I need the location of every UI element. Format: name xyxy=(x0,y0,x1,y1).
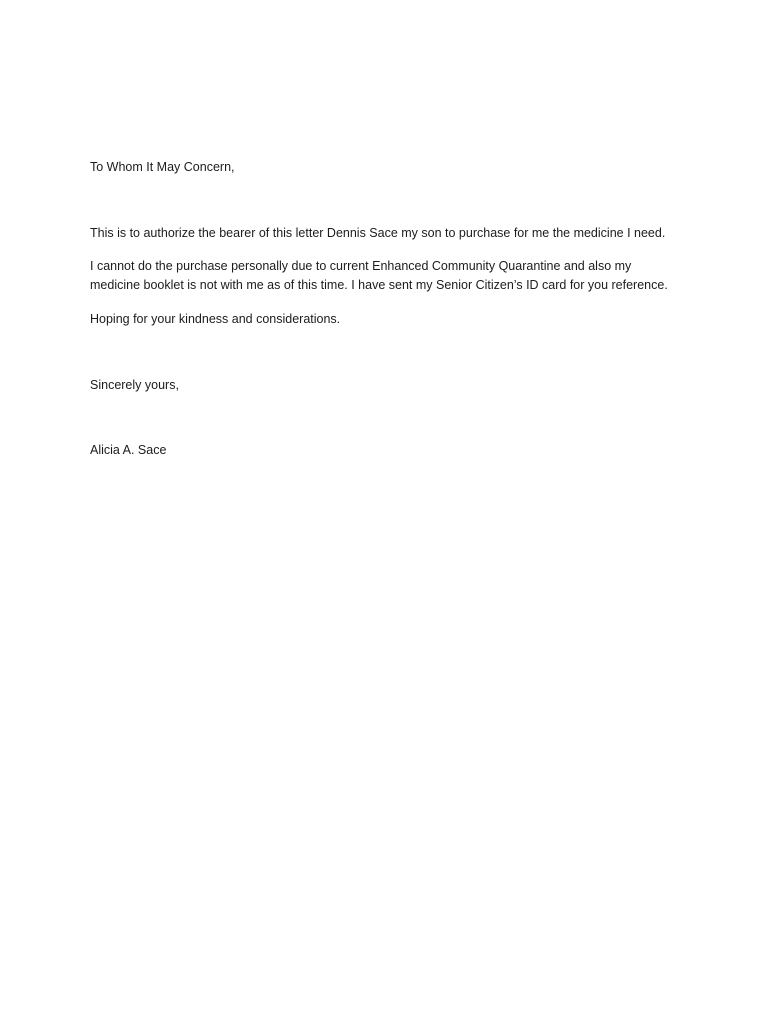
letter-paragraph-2-line-1: I cannot do the purchase personally due to current Enhanced Community Quarantine and also my xyxy=(90,259,632,273)
letter-paragraph-3: Hoping for your kindness and considerations. xyxy=(90,312,341,326)
letter-signature-name: Alicia A. Sace xyxy=(90,443,167,457)
letter-closing: Sincerely yours, xyxy=(90,378,179,392)
letter-paragraph-1: This is to authorize the bearer of this letter Dennis Sace my son to purchase for me the medicine I need. xyxy=(90,226,666,240)
letter-salutation: To Whom It May Concern, xyxy=(90,160,235,174)
letter-paragraph-2-line-2: medicine booklet is not with me as of this time. I have sent my Senior Citizen’s ID card for you reference. xyxy=(90,278,668,292)
